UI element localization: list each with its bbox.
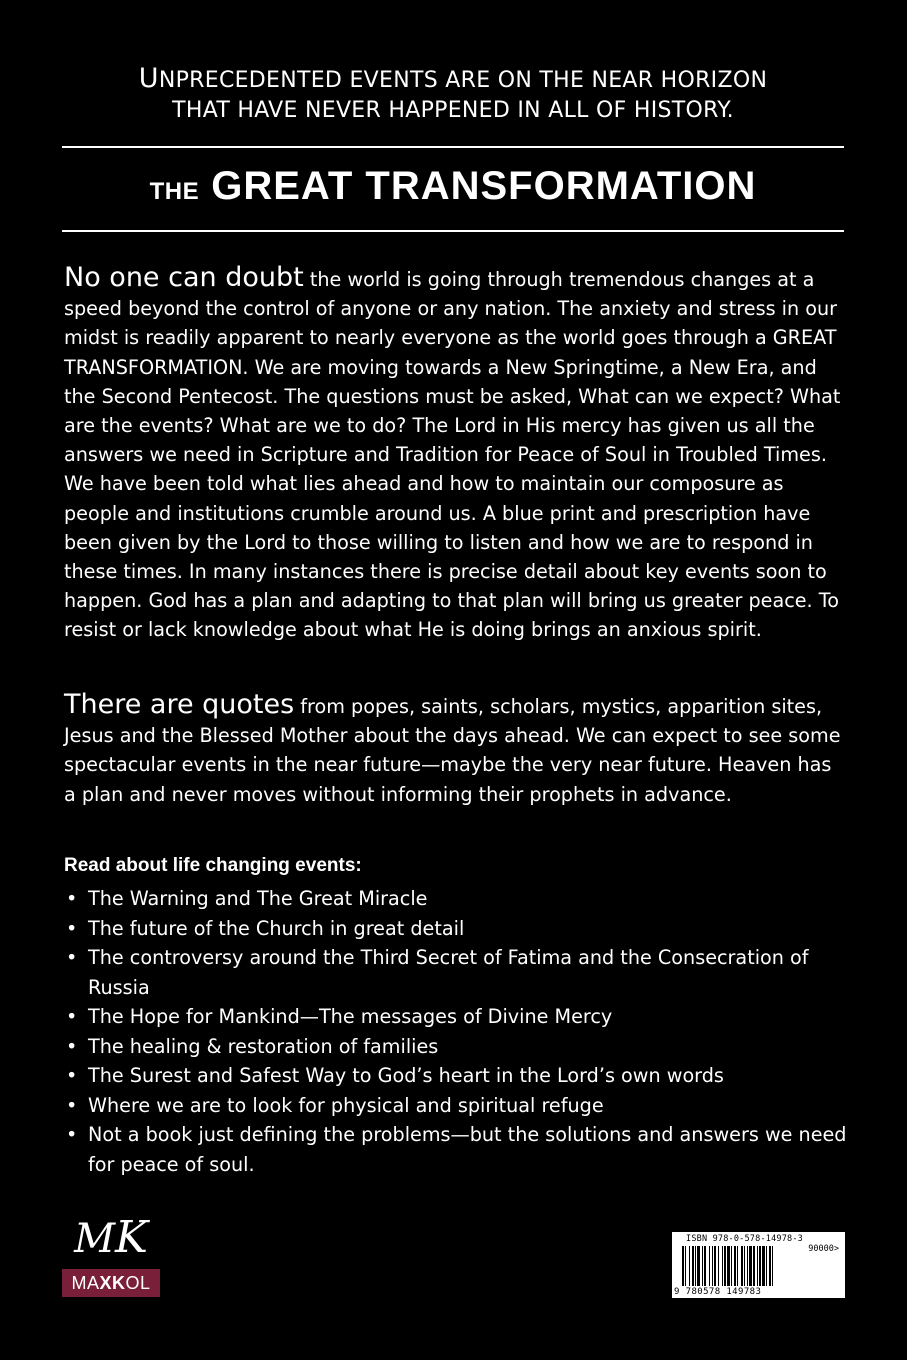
list-item: • The Warning and The Great Miracle [64, 884, 849, 914]
tagline-initial: U [138, 63, 159, 94]
price-supplement: 90000> [808, 1244, 839, 1254]
barcode-bar [692, 1246, 694, 1286]
barcode-bar [697, 1246, 700, 1286]
publisher-monogram: MK [74, 1212, 148, 1263]
ean-number: 9 780578 149783 [674, 1287, 762, 1297]
barcode-bar [709, 1246, 710, 1286]
barcode-bar [741, 1246, 743, 1286]
barcode-bar [695, 1246, 696, 1286]
barcode-bar [762, 1246, 765, 1286]
list-item: • The healing & restoration of families [64, 1032, 849, 1062]
tagline-line-2: THAT HAVE NEVER HAPPENED IN ALL OF HISTORY. [172, 98, 734, 123]
description-paragraph-2 [64, 690, 849, 809]
paragraph-1-body: the world is going through tremendous changes at a speed beyond the control of anyone or any nation. The anxiety and stress in our midst is readily apparent to nearly everyone as the world goes through a GREAT TRANSFORMATION. We are moving towards a New Springtime, a New Era, and the Second Pentecost. The questions must be asked, What can we expect? What are the events? What are we to do? The Lord in His mercy has given us all the answers we need in Scripture and Tradition for Peace of Soul in Troubled Times. We have been told what lies ahead and how to maintain our composure as people and institutions crumble around us. A blue print and prescription have been given by the Lord to those willing to listen and how we are to respond in these times. In many instances there is precise detail about key events soon to happen. God has a plan and adapting to that plan will bring us greater peace. To resist or lack knowledge about what He is doing brings an anxious spirit. [64, 268, 841, 642]
title-divider [62, 230, 844, 232]
title-article: THE [149, 178, 200, 205]
list-item: • The controversy around the Third Secret of Fatima and the Consecration of Russia [64, 943, 849, 1002]
barcode-bar [722, 1246, 723, 1286]
barcode-bar [727, 1246, 730, 1286]
barcode-bar [737, 1246, 738, 1286]
top-divider [62, 146, 844, 148]
barcode-bar [682, 1246, 684, 1286]
events-list-heading: Read about life changing events: [64, 855, 362, 876]
barcode-bar [702, 1246, 703, 1286]
events-list [64, 884, 849, 1179]
barcode-bar [753, 1246, 755, 1286]
list-item: • Not a book just defining the problems—but the solutions and answers we need for peace of soul. [64, 1120, 849, 1179]
tagline-line-1 [62, 64, 844, 96]
book-title [62, 164, 844, 209]
tagline-line-1-text: NPRECEDENTED EVENTS ARE ON THE NEAR HORIZON [158, 68, 768, 93]
barcode-bar [714, 1246, 716, 1286]
publisher-logo [62, 1207, 160, 1297]
barcode-bar [685, 1246, 686, 1286]
tagline [62, 64, 844, 126]
list-item: • The Hope for Mankind—The messages of Divine Mercy [64, 1002, 849, 1032]
publisher-name: MAXKOL [62, 1269, 160, 1297]
barcode-bar [734, 1246, 736, 1286]
barcode-bar [724, 1246, 726, 1286]
list-item: • The Surest and Safest Way to God’s heart in the Lord’s own words [64, 1061, 849, 1091]
list-item: • Where we are to look for physical and spiritual refuge [64, 1091, 849, 1121]
barcode-bar [704, 1246, 706, 1286]
barcode-bar [731, 1246, 732, 1286]
paragraph-2-lead: There are quotes [64, 689, 295, 720]
barcode-bar [747, 1246, 748, 1286]
barcode-bar [757, 1246, 758, 1286]
barcode-bar [712, 1246, 713, 1286]
paragraph-2-body: from popes, saints, scholars, mystics, apparition sites, Jesus and the Blessed Mother about the days ahead. We can expect to see some spectacular events in the near future—maybe the very near future. Heaven has a plan and never moves without informing their prophets in advance. [64, 695, 841, 806]
barcode-bar [718, 1246, 719, 1286]
barcode-bar [766, 1246, 767, 1286]
isbn-barcode [672, 1232, 845, 1298]
barcode-bar [772, 1246, 773, 1286]
paragraph-1-lead: No one can doubt [64, 262, 304, 293]
barcode-bars [682, 1246, 812, 1286]
barcode-bar [744, 1246, 745, 1286]
barcode-bar [749, 1246, 752, 1286]
description-paragraph-1 [64, 263, 849, 645]
list-item: • The future of the Church in great detail [64, 914, 849, 944]
barcode-bar [769, 1246, 771, 1286]
isbn-number: ISBN 978-0-578-14978-3 [686, 1234, 803, 1244]
barcode-bar [689, 1246, 690, 1286]
title-main: GREAT TRANSFORMATION [211, 164, 757, 208]
barcode-bar [759, 1246, 761, 1286]
